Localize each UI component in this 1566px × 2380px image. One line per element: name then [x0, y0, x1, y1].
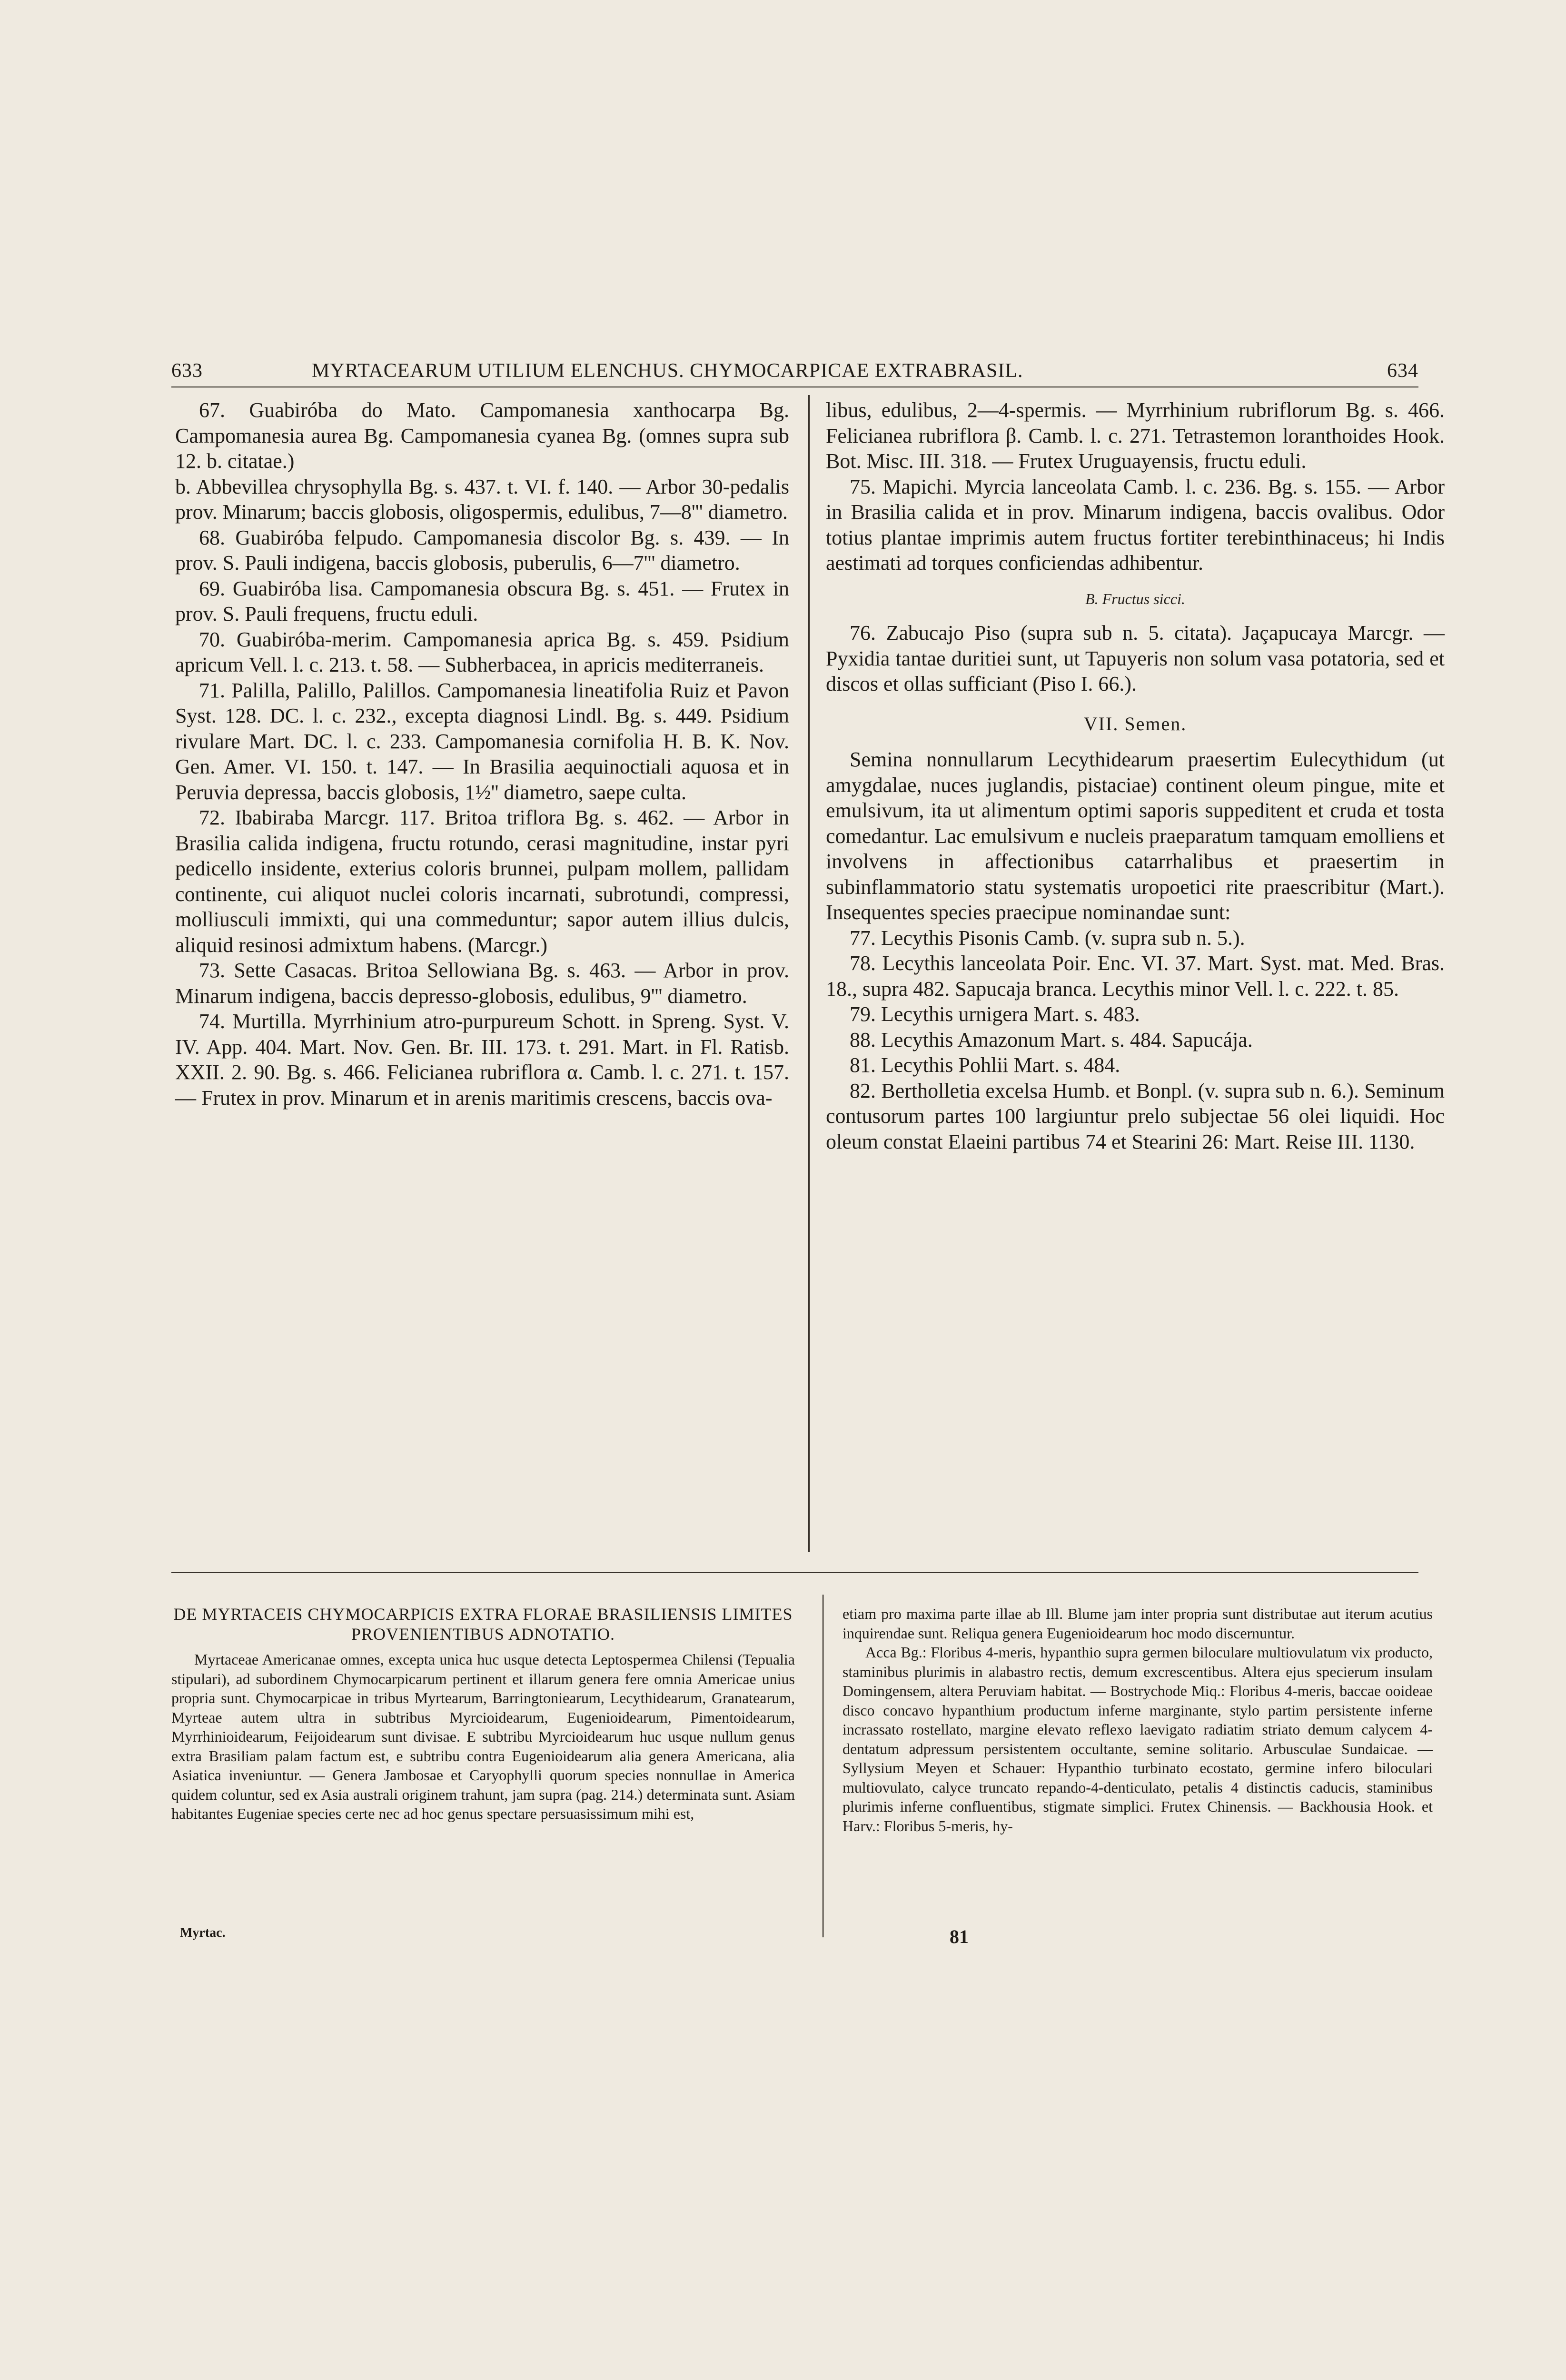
note-text-left: Myrtaceae Americanae omnes, excepta unica huc usque detecta Leptospermea Chilensi (Tepualia stipulari), ad subordinem Chymocarpicarum pertinent et illarum genera fere omnia Americae unius propria sunt. Chymocarpicae in tribus Myrtearum, Barringtoniearum, Lecythidearum, Granatearum, Myrteae autem ultra in subtribus Myrcioidearum, Eugenioidearum, Pimentoidearum, Myrrhinioidearum, Feijoidearum sunt divisae. E subtribu Myrcioidearum huc usque nullum genus extra Brasiliam palam factum est, e subtribu contra Eugenioidearum alia genera Americana, alia Asiatica inveniuntur. — Genera Jambosae et Caryophylli quorum species nonnullae in America quidem coluntur, sed ex Asia australi originem trahunt, jam supra (pag. 214.) determinata sunt. Asiam habitantes Eugeniae species certe nec ad hoc genus spectare persuasissimum mihi est,	[171, 1651, 795, 1822]
entry-71: 71. Palilla, Palillo, Palillos. Campomanesia lineatifolia Ruiz et Pavon Syst. 128. DC. l. c. 232., excepta diagnosi Lindl. Bg. s. 449. Psidium rivulare Mart. DC. l. c. 233. Campomanesia cornifolia H. B. K. Nov. Gen. Amer. VI. 150. t. 147. — In Brasilia aequinoctiali aquosa et in Peruvia depressa, baccis globosis, 1½'' diametro, saepe culta.	[175, 678, 789, 804]
entry-74: 74. Murtilla. Myrrhinium atro-purpureum Schott. in Spreng. Syst. V. IV. App. 404. Mart. Nov. Gen. Br. III. 173. t. 291. Mart. in Fl. Ratisb. XXII. 2. 90. Bg. s. 466. Felicianea rubriflora α. Camb. l. c. 271. t. 157. — Frutex in prov. Minarum et in arenis maritimis crescens, baccis ova-	[175, 1010, 789, 1110]
note-right-column	[842, 1604, 1433, 1835]
entry-69: 69. Guabiróba lisa. Campomanesia obscura Bg. s. 451. — Frutex in prov. S. Pauli frequens, fructu eduli.	[175, 576, 789, 625]
entry-81: 81. Lecythis Pohlii Mart. s. 484.	[850, 1053, 1120, 1077]
left-column	[175, 397, 789, 1111]
sheet-number: 81	[950, 1926, 969, 1947]
page-number-left: 633	[171, 360, 203, 382]
entry-73: 73. Sette Casacas. Britoa Sellowiana Bg. s. 463. — Arbor in prov. Minarum indigena, baccis depresso-globosis, edulibus, 9''' diametro.	[175, 959, 789, 1008]
entry-79: 79. Lecythis urnigera Mart. s. 483.	[850, 1002, 1140, 1026]
page-number-right: 634	[1387, 360, 1418, 382]
note-column-divider	[823, 1595, 826, 1937]
note-text-right-1: etiam pro maxima parte illae ab Ill. Blume jam inter propria sunt distributae aut iterum acutius inquirendae sunt. Reliqua genera Eugenioidearum hoc modo discernuntur.	[842, 1605, 1433, 1642]
entry-72: 72. Ibabiraba Marcgr. 117. Britoa triflora Bg. s. 462. — Arbor in Brasilia calida indigena, fructu rotundo, cerasi magnitudine, instar pyri pedicello insidente, exterius coloris brunnei, pulpam mollem, pallidam continente, cui aliquot nuclei coloris incarnati, subrotundi, compressi, molliusculi immixti, qui una commeduntur; sapor autem illius dulcis, aliquid resinosi admixtum habens. (Marcgr.)	[175, 806, 789, 957]
entry-68: 68. Guabiróba felpudo. Campomanesia discolor Bg. s. 439. — In prov. S. Pauli indigena, baccis globosis, puberulis, 6—7''' diametro.	[175, 526, 789, 575]
entry-78: 78. Lecythis lanceolata Poir. Enc. VI. 37. Mart. Syst. mat. Med. Bras. 18., supra 482. Sapucaja branca. Lecythis minor Vell. l. c. 222. t. 85.	[826, 952, 1445, 1001]
entry-88: 88. Lecythis Amazonum Mart. s. 484. Sapucája.	[850, 1028, 1253, 1051]
entry-77: 77. Lecythis Pisonis Camb. (v. supra sub n. 5.).	[850, 926, 1245, 950]
section-intro: Semina nonnullarum Lecythidearum praesertim Eulecythidum (ut amygdalae, nuces juglandis, pistaciae) continent oleum pingue, mite et emulsivum, ita ut alimentum optimi saporis suppeditent et cruda et tosta comedantur. Lac emulsivum e nucleis praeparatum tamquam emolliens et involvens in affectionibus catarrhalibus et praesertim in subinflammatorio statu systematis uropoetici rite praescribitur (Mart.). Insequentes species praecipue nominandae sunt:	[826, 748, 1445, 924]
running-title: MYRTACEARUM UTILIUM ELENCHUS. CHYMOCARPICAE EXTRABRASIL.	[312, 360, 1023, 382]
note-left-column	[171, 1604, 795, 1824]
note-rule	[171, 1572, 1418, 1573]
entry-76: 76. Zabucajo Piso (supra sub n. 5. citata). Jaçapucaya Marcgr. — Pyxidia tantae duritiei sunt, ut Tapuyeris non solum vasa potatoria, sed et discos et ollas sufficiant (Piso I. 66.).	[826, 621, 1445, 695]
entry-70: 70. Guabiróba-merim. Campomanesia aprica Bg. s. 459. Psidium apricum Vell. l. c. 213. t. 58. — Subherbacea, in apricis mediterraneis.	[175, 627, 789, 676]
running-header	[171, 359, 1418, 388]
note-heading: DE MYRTACEIS CHYMOCARPICIS EXTRA FLORAE BRASILIENSIS LIMITES PROVENIENTIBUS ADNOTATIO.	[173, 1605, 793, 1644]
subsection-heading: B. Fructus sicci.	[1085, 590, 1185, 607]
note-text-right-2: Acca Bg.: Floribus 4-meris, hypanthio supra germen biloculare multiovulatum vix producto, staminibus plurimis in alabastro rectis, demum excrescentibus. Altera ejus specierum insulam Domingensem, altera Peruviam habitat. — Bostrychode Miq.: Floribus 4-meris, baccae ooideae disco concavo hypanthium productum inferne marginante, stylo partim persistente inferne incrassato rostellato, margine elevato reflexo laevigato radiatim striato demum calycem 4-dentatum adpressum persistentem occultante, semine solitario. Arbusculae Sundaicae. — Syllysium Meyen et Schauer: Hypanthio turbinato ecostato, germine infero biloculari multiovulato, calyce truncato repando-4-denticulato, petalis 4 distinctis caducis, staminibus plurimis inferne confluentibus, stigmate simplici. Frutex Chinensis. — Backhousia Hook. et Harv.: Floribus 5-meris, hy-	[842, 1644, 1433, 1835]
entry-67b: b. Abbevillea chrysophylla Bg. s. 437. t. VI. f. 140. — Arbor 30-pedalis prov. Minarum; baccis globosis, oligospermis, edulibus, 7—8''' diametro.	[175, 475, 789, 524]
entry-67: 67. Guabiróba do Mato. Campomanesia xanthocarpa Bg. Campomanesia aurea Bg. Campomanesia cyanea Bg. (omnes supra sub 12. b. citatae.)	[175, 398, 789, 473]
signature-mark: Myrtac.	[180, 1925, 226, 1940]
right-column	[826, 397, 1445, 1154]
entry-82: 82. Bertholletia excelsa Humb. et Bonpl. (v. supra sub n. 6.). Seminum contusorum partes 100 largiuntur prelo subjectae 56 olei liquidi. Hoc oleum constat Elaeini partibus 74 et Stearini 26: Mart. Reise III. 1130.	[826, 1079, 1445, 1153]
column-divider	[808, 395, 812, 1552]
entry-74-continued: libus, edulibus, 2—4-spermis. — Myrrhinium rubriflorum Bg. s. 466. Felicianea rubriflora β. Camb. l. c. 271. Tetrastemon loranthoides Hook. Bot. Misc. III. 318. — Frutex Uruguayensis, fructu eduli.	[826, 398, 1445, 473]
section-heading: VII. Semen.	[1083, 713, 1187, 734]
entry-75: 75. Mapichi. Myrcia lanceolata Camb. l. c. 236. Bg. s. 155. — Arbor in Brasilia calida et in prov. Minarum indigena, baccis ovalibus. Odor totius plantae imprimis autem fructus fortiter terebinthinaceus; hi Indis aestimati ad torques conficiendas adhibentur.	[826, 475, 1445, 575]
